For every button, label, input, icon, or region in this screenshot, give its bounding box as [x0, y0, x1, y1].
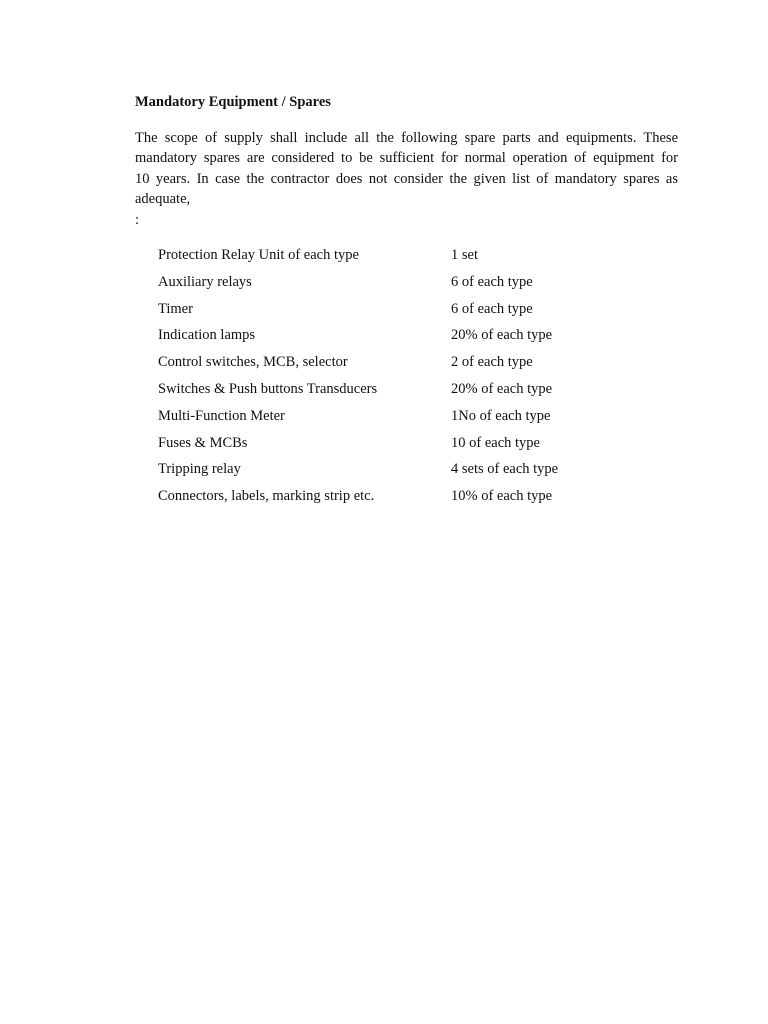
list-item [158, 407, 658, 434]
spare-item-quantity: 20% of each type [451, 380, 553, 397]
spare-item-name: Indication lamps [158, 327, 256, 344]
spare-item-name: Connectors, labels, marking strip etc. [158, 488, 375, 505]
paragraph-line: adequate, [135, 191, 191, 208]
spare-item-quantity: 6 of each type [451, 273, 533, 290]
section-heading: Mandatory Equipment / Spares [135, 94, 331, 110]
list-item [158, 487, 658, 514]
spare-item-name: Control switches, MCB, selector [158, 354, 348, 371]
spare-item-name: Protection Relay Unit of each type [158, 247, 359, 263]
spare-item-name: Timer [158, 300, 193, 317]
spare-item-name: Fuses & MCBs [158, 434, 248, 451]
scope-paragraph [135, 128, 678, 230]
paragraph-line: 10 years. In case the contractor does not consider the given list of mandatory spares as [135, 170, 678, 187]
spare-item-quantity: 4 sets of each type [451, 461, 559, 478]
spare-item-name: Switches & Push buttons Transducers [158, 380, 378, 397]
spare-item-name: Auxiliary relays [158, 273, 252, 290]
spare-item-name: Tripping relay [158, 461, 241, 478]
paragraph-line: : [135, 211, 140, 228]
spare-item-quantity: 6 of each type [451, 300, 533, 317]
list-item [158, 353, 658, 380]
spare-item-quantity: 2 of each type [451, 354, 533, 371]
list-item [158, 434, 658, 461]
spare-item-quantity: 1No of each type [451, 407, 551, 424]
paragraph-line: mandatory spares are considered to be sufficient for normal operation of equipment for [135, 150, 678, 167]
list-item [158, 246, 658, 273]
spares-list [158, 246, 658, 514]
spare-item-quantity: 1 set [451, 247, 478, 263]
list-item [158, 300, 658, 327]
paragraph-line: The scope of supply shall include all the following spare parts and equipments. These [135, 130, 678, 146]
spare-item-quantity: 10% of each type [451, 488, 553, 505]
spare-item-quantity: 10 of each type [451, 434, 540, 451]
list-item [158, 273, 658, 300]
spare-item-quantity: 20% of each type [451, 327, 553, 344]
list-item [158, 326, 658, 353]
list-item [158, 460, 658, 487]
list-item [158, 380, 658, 407]
spare-item-name: Multi-Function Meter [158, 407, 285, 424]
